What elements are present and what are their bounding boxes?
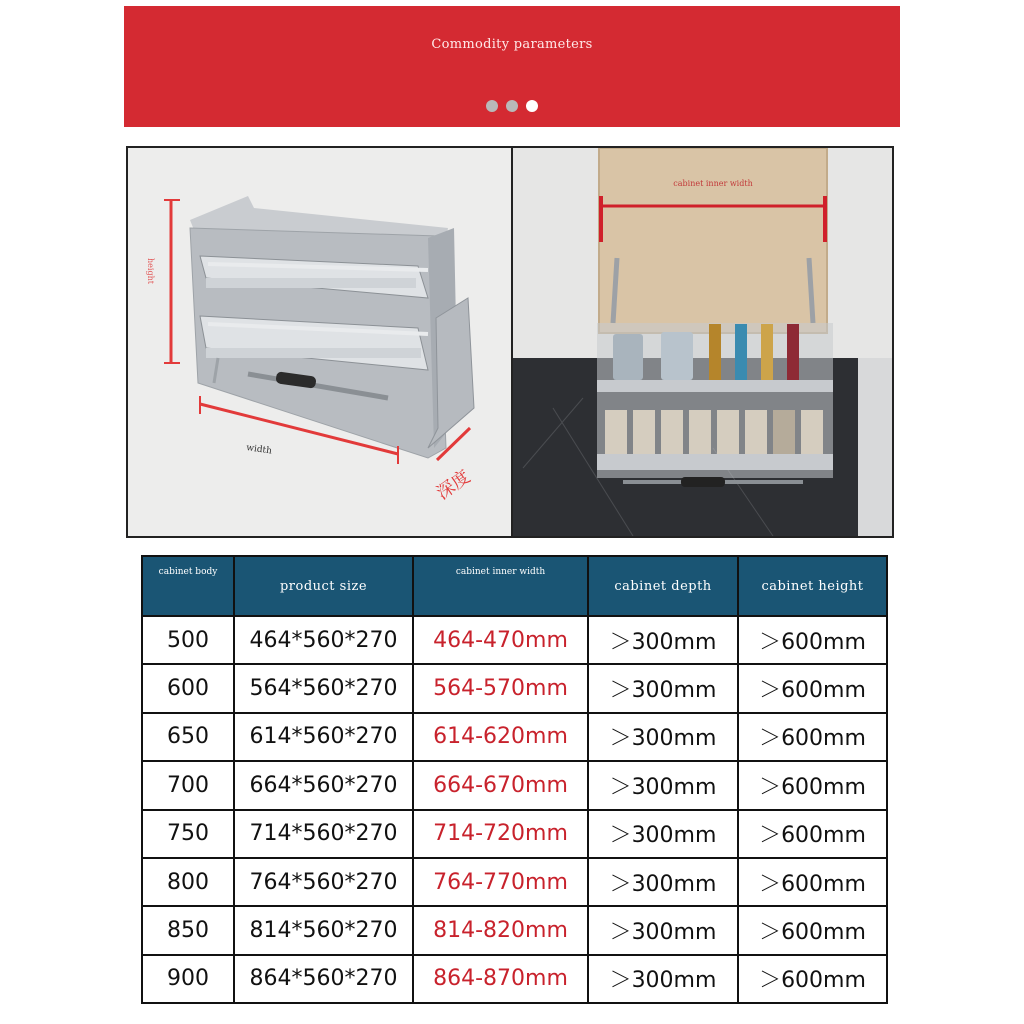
carousel-dot-2[interactable] xyxy=(506,100,518,112)
cell-product-size: 564*560*270 xyxy=(234,664,413,712)
header-cabinet-height: cabinet height xyxy=(738,556,887,616)
table-row xyxy=(142,955,887,1003)
dimension-diagram xyxy=(128,148,511,536)
table-row xyxy=(142,810,887,858)
table-header-row xyxy=(142,556,887,616)
cell-cabinet-depth: ＞300mm xyxy=(588,761,738,809)
depth-label: 深度 xyxy=(432,466,475,505)
cell-inner-width: 464-470mm xyxy=(413,616,588,664)
cell-cabinet-height: ＞600mm xyxy=(738,906,887,954)
cell-cabinet-height: ＞600mm xyxy=(738,761,887,809)
cell-inner-width: 714-720mm xyxy=(413,810,588,858)
cell-cabinet-body: 600 xyxy=(142,664,234,712)
header-product-size: product size xyxy=(234,556,413,616)
header-cabinet-body: cabinet body xyxy=(142,556,234,616)
cell-cabinet-body: 750 xyxy=(142,810,234,858)
header-cabinet-inner-width: cabinet inner width xyxy=(413,556,588,616)
cell-cabinet-depth: ＞300mm xyxy=(588,664,738,712)
cell-cabinet-depth: ＞300mm xyxy=(588,810,738,858)
inner-width-label: cabinet inner width xyxy=(673,179,753,188)
cell-cabinet-depth: ＞300mm xyxy=(588,616,738,664)
cell-inner-width: 864-870mm xyxy=(413,955,588,1003)
table-row xyxy=(142,713,887,761)
cell-product-size: 614*560*270 xyxy=(234,713,413,761)
cell-cabinet-depth: ＞300mm xyxy=(588,955,738,1003)
carousel-dot-1[interactable] xyxy=(486,100,498,112)
cell-inner-width: 564-570mm xyxy=(413,664,588,712)
height-label: height xyxy=(146,258,155,284)
cell-product-size: 814*560*270 xyxy=(234,906,413,954)
cell-cabinet-body: 500 xyxy=(142,616,234,664)
width-label: width xyxy=(245,443,273,457)
cell-product-size: 664*560*270 xyxy=(234,761,413,809)
table-body xyxy=(142,616,887,1003)
product-images xyxy=(126,146,894,538)
basket-drawing xyxy=(128,148,511,536)
cell-cabinet-height: ＞600mm xyxy=(738,664,887,712)
cell-inner-width: 814-820mm xyxy=(413,906,588,954)
cell-cabinet-depth: ＞300mm xyxy=(588,713,738,761)
cell-cabinet-body: 650 xyxy=(142,713,234,761)
cell-cabinet-body: 800 xyxy=(142,858,234,906)
table-row xyxy=(142,664,887,712)
cell-cabinet-body: 850 xyxy=(142,906,234,954)
cell-cabinet-depth: ＞300mm xyxy=(588,858,738,906)
table-row xyxy=(142,858,887,906)
header-cabinet-depth: cabinet depth xyxy=(588,556,738,616)
cell-cabinet-height: ＞600mm xyxy=(738,810,887,858)
cell-cabinet-depth: ＞300mm xyxy=(588,906,738,954)
cell-cabinet-body: 900 xyxy=(142,955,234,1003)
cell-product-size: 864*560*270 xyxy=(234,955,413,1003)
cell-inner-width: 664-670mm xyxy=(413,761,588,809)
cell-inner-width: 614-620mm xyxy=(413,713,588,761)
cell-cabinet-height: ＞600mm xyxy=(738,955,887,1003)
table-row xyxy=(142,616,887,664)
cell-inner-width: 764-770mm xyxy=(413,858,588,906)
banner-title: Commodity parameters xyxy=(431,37,593,52)
spec-table xyxy=(141,555,888,1004)
installed-photo xyxy=(513,148,892,536)
parameters-banner xyxy=(124,6,900,127)
cell-product-size: 764*560*270 xyxy=(234,858,413,906)
carousel-dot-3[interactable] xyxy=(526,100,538,112)
cell-product-size: 714*560*270 xyxy=(234,810,413,858)
cell-cabinet-height: ＞600mm xyxy=(738,858,887,906)
cell-product-size: 464*560*270 xyxy=(234,616,413,664)
cell-cabinet-height: ＞600mm xyxy=(738,713,887,761)
table-row xyxy=(142,761,887,809)
cell-cabinet-body: 700 xyxy=(142,761,234,809)
cell-cabinet-height: ＞600mm xyxy=(738,616,887,664)
cabinet-photo xyxy=(513,148,892,536)
table-row xyxy=(142,906,887,954)
carousel-dots xyxy=(124,100,900,112)
